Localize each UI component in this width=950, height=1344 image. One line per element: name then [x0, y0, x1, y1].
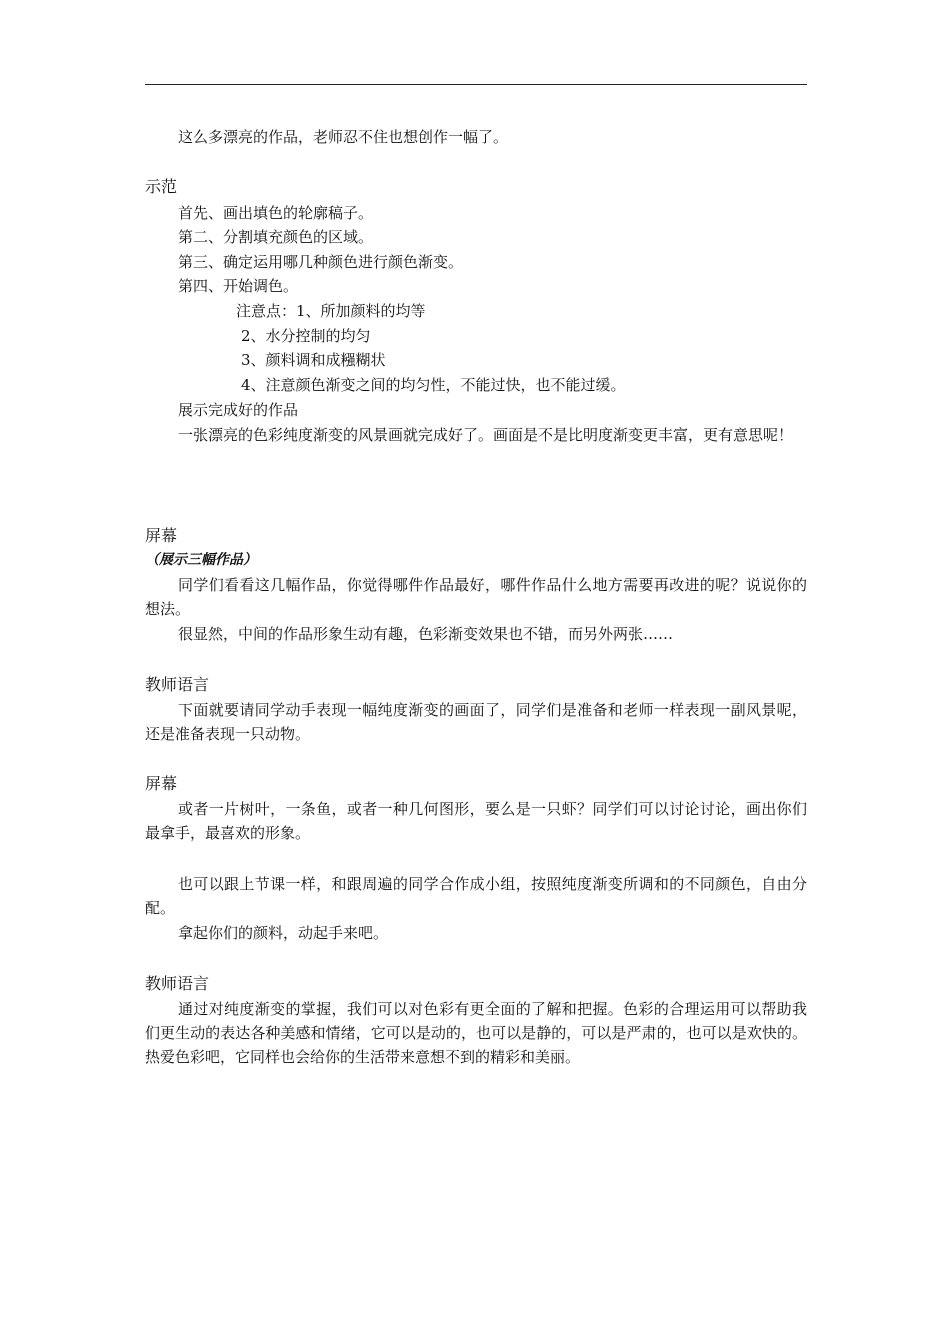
demo-step-4: 第四、开始调色。 — [178, 277, 299, 295]
teacher-1-paragraph: 下面就要请同学动手表现一幅纯度渐变的画面了，同学们是准备和老师一样表现一副风景呢，还是准备表现一只动物。 — [145, 701, 807, 743]
demo-conclusion: 一张漂亮的色彩纯度渐变的风景画就完成好了。画面是不是比明度渐变更丰富，更有意思呢！ — [178, 426, 794, 444]
demo-step-3: 第三、确定运用哪几种颜色进行颜色渐变。 — [178, 253, 464, 271]
demo-show: 展示完成好的作品 — [178, 401, 299, 419]
demo-note-4: 4、注意颜色渐变之间的均匀性，不能过快，也不能过缓。 — [241, 376, 626, 394]
screen-1-paragraph-1: 同学们看看这几幅作品，你觉得哪件作品最好，哪件作品什么地方需要再改进的呢？说说你的想法。 — [145, 576, 807, 618]
screen-2-paragraph-2: 也可以跟上节课一样，和跟周遍的同学合作成小组，按照纯度渐变所调和的不同颜色，自由分配。 — [145, 875, 807, 917]
section-heading-demo: 示范 — [145, 177, 178, 196]
section-heading-screen-2: 屏幕 — [145, 774, 178, 793]
screen-1-paragraph-2: 很显然，中间的作品形象生动有趣，色彩渐变效果也不错，而另外两张…… — [178, 625, 674, 643]
teacher-2-paragraph: 通过对纯度渐变的掌握，我们可以对色彩有更全面的了解和把握。色彩的合理运用可以帮助我们更生动的表达各种美感和情绪，它可以是动的，也可以是静的，可以是严肃的，也可以是欢快的。热爱色彩吧，它同样也会给你的生活带来意想不到的精彩和美丽。 — [145, 1000, 807, 1066]
section-heading-teacher-2: 教师语言 — [145, 974, 210, 993]
screen-2-paragraph-1: 或者一片树叶，一条鱼，或者一种几何图形，要么是一只虾？同学们可以讨论讨论，画出你们最拿手，最喜欢的形象。 — [145, 800, 807, 842]
demo-step-2: 第二、分割填充颜色的区域。 — [178, 228, 374, 246]
screen-1-subtitle: （展示三幅作品） — [145, 552, 257, 568]
screen-2-paragraph-3: 拿起你们的颜料，动起手来吧。 — [178, 924, 389, 942]
demo-step-1: 首先、画出填色的轮廓稿子。 — [178, 204, 374, 222]
demo-note-3: 3、颜料调和成糨糊状 — [241, 351, 386, 369]
header-rule — [145, 84, 807, 85]
section-heading-teacher-1: 教师语言 — [145, 675, 210, 694]
demo-note-2: 2、水分控制的均匀 — [241, 327, 371, 345]
demo-note-1: 注意点：1、所加颜料的均等 — [236, 302, 426, 320]
intro-paragraph: 这么多漂亮的作品，老师忍不住也想创作一幅了。 — [178, 128, 509, 146]
section-heading-screen-1: 屏幕 — [145, 526, 178, 545]
